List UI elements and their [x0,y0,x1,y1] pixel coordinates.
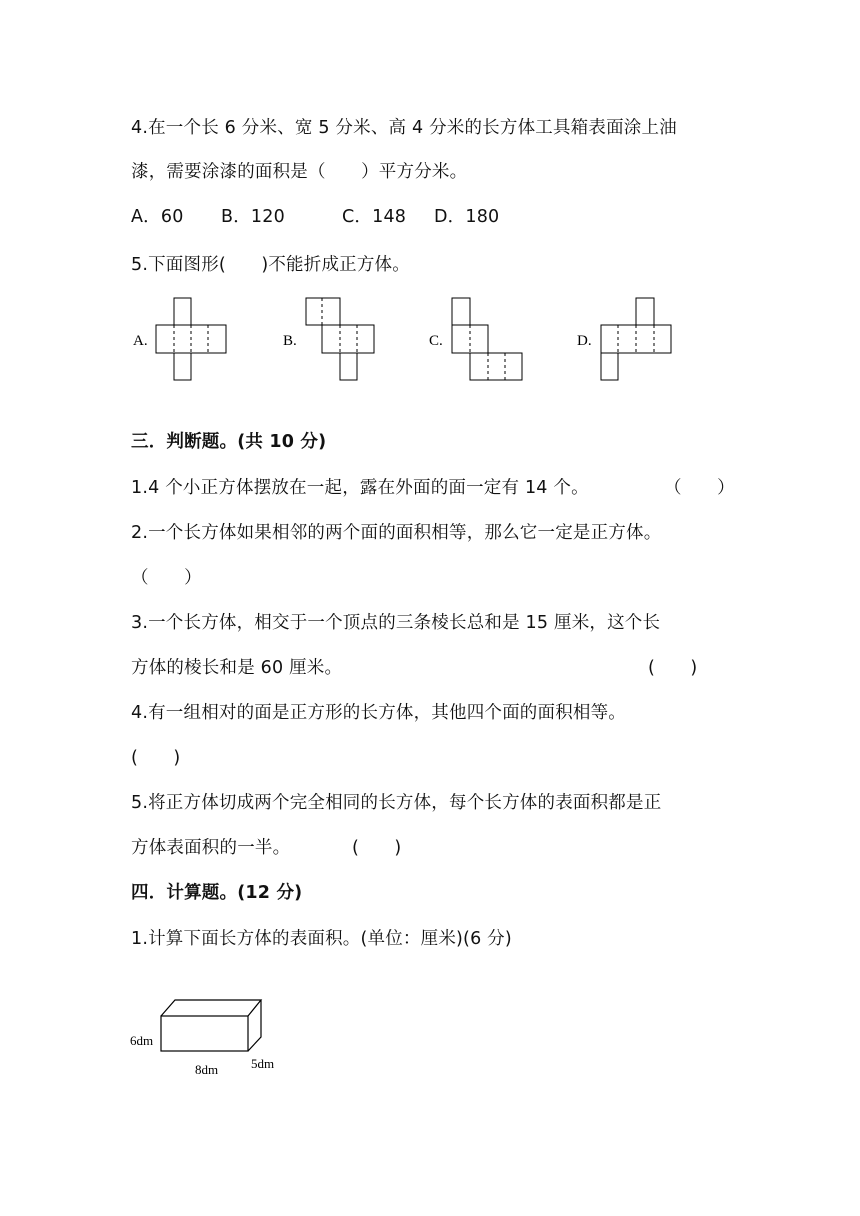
judge-q3-text-line1: 3.一个长方体，相交于一个顶点的三条棱长总和是 15 厘米，这个长 [131,613,661,633]
judge-q5-text-line2: 方体表面积的一半。 [131,838,291,858]
judge-q5-text-line1: 5.将正方体切成两个完全相同的长方体，每个长方体的表面积都是正 [131,793,662,813]
net-b [306,298,374,380]
cuboid-length-label: 8dm [195,1062,219,1077]
judge-q3-text-line2: 方体的棱长和是 60 厘米。 [131,658,343,678]
judge-q5-answer-paren: ( ) [352,838,402,858]
net-c [452,298,522,380]
judge-q4-text-line1: 4.有一组相对的面是正方形的长方体，其他四个面的面积相等。 [131,703,626,723]
net-a [156,298,226,380]
section4-heading: 四．计算题。(12 分) [131,883,303,903]
q4-option-d: D．180 [434,207,500,227]
cuboid-height-label: 6dm [130,1033,154,1048]
q4-text-line2: 漆，需要涂漆的面积是（ ）平方分米。 [131,162,468,182]
cube-nets-figure [125,293,725,393]
judge-q2-text-line1: 2.一个长方体如果相邻的两个面的面积相等，那么它一定是正方体。 [131,523,662,543]
judge-q3-answer-paren: ( ) [648,658,698,678]
judge-q1-answer-paren: （ ） [664,478,735,498]
net-label-d: D. [577,333,592,349]
cuboid-figure [128,990,308,1090]
section3-heading: 三．判断题。(共 10 分) [131,432,327,452]
q4-text-line1: 4.在一个长 6 分米、宽 5 分米、高 4 分米的长方体工具箱表面涂上油 [131,118,677,138]
net-label-b: B. [283,333,297,349]
judge-q4-answer-paren: ( ) [131,748,181,768]
q4-option-b: B．120 [221,207,285,227]
cuboid-width-label: 5dm [251,1056,275,1071]
q4-option-a: A．60 [131,207,184,227]
net-label-c: C. [429,333,443,349]
q4-option-c: C．148 [342,207,407,227]
judge-q1-text: 1.4 个小正方体摆放在一起，露在外面的面一定有 14 个。 [131,478,589,498]
q5-text: 5.下面图形( )不能折成正方体。 [131,255,410,275]
calc-q1-text: 1.计算下面长方体的表面积。(单位：厘米)(6 分) [131,929,512,949]
net-label-a: A. [133,333,148,349]
judge-q2-answer-paren: （ ） [131,568,202,588]
net-d [601,298,671,380]
